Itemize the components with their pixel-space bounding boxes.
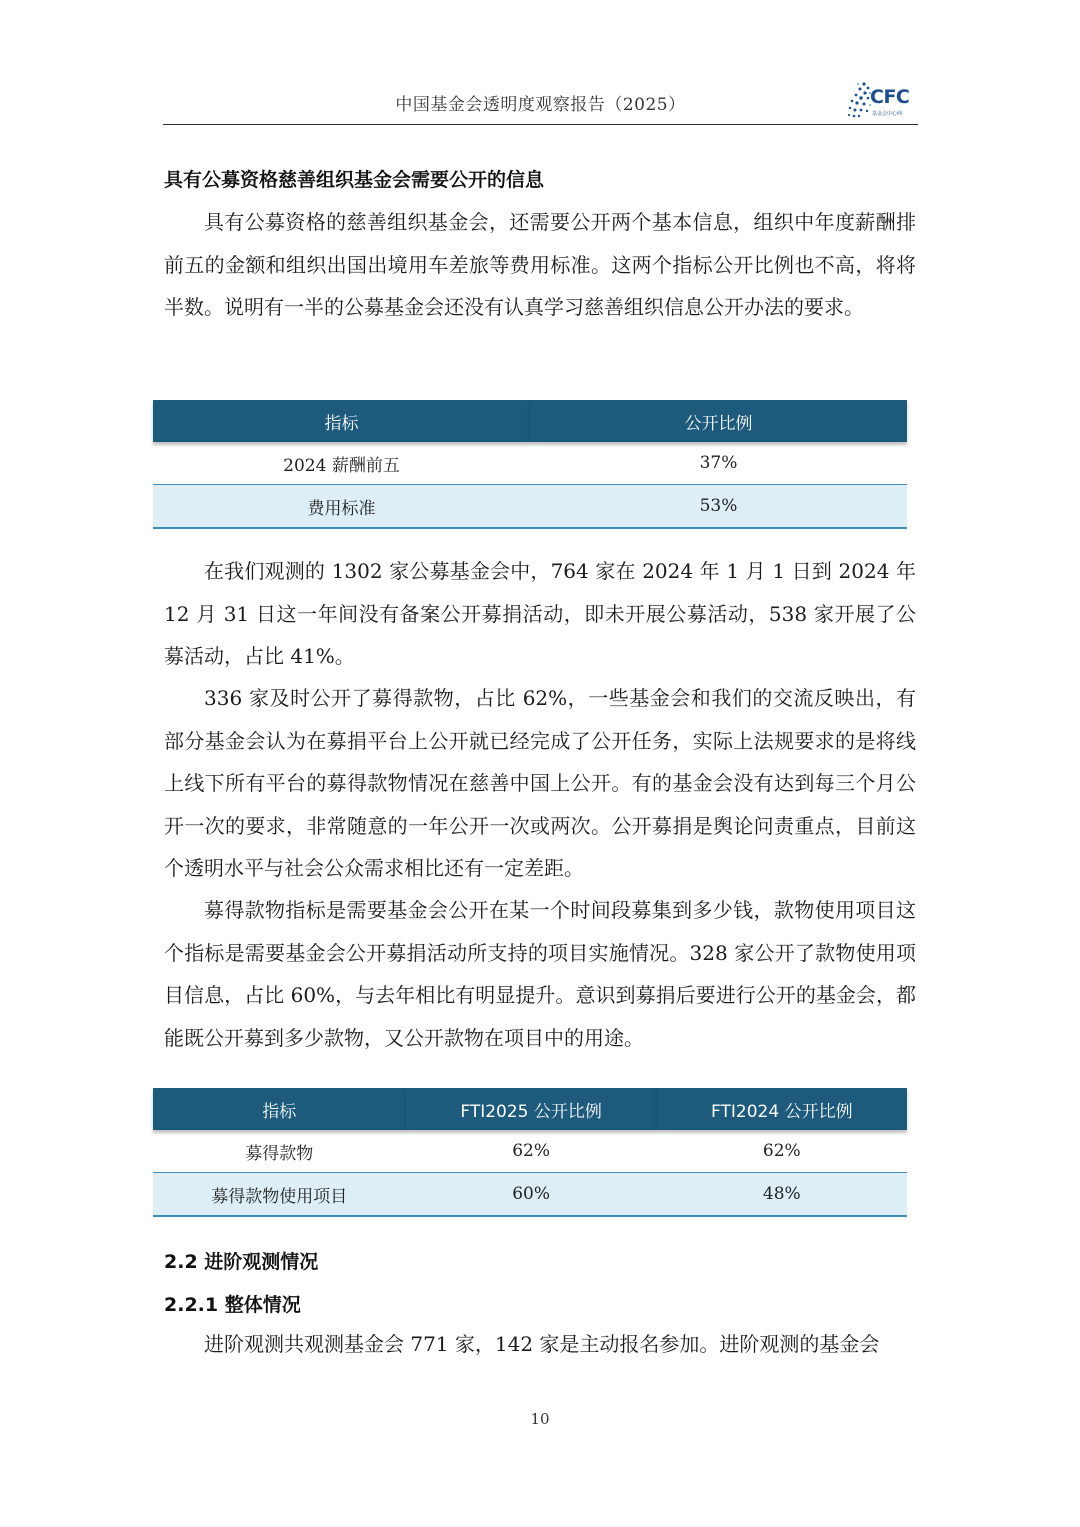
table-header-row (153, 1088, 907, 1130)
page-header (163, 76, 918, 125)
logo-subtitle: 基金会中心网 (872, 111, 903, 117)
table-cell: 60% (406, 1173, 657, 1217)
paragraph-project-usage: 募得款物指标是需要基金会公开在某一个时间段募集到多少钱，款物使用项目这个指标是需要基金会公开募捐活动所支持的项目实施情况。328 家公开了款物使用项目信息，占比 60%，与去年相比有明显提升。意识到募捐后要进行公开的基金会，都能既公开募到多少款物，又公开款物在项目中的用途。 (164, 898, 916, 1050)
table-cell: 费用标准 (153, 485, 530, 529)
subsection-heading: 2.2 进阶观测情况 (164, 1251, 319, 1273)
column-header: 公开比例 (530, 400, 907, 442)
table-row (153, 1130, 907, 1173)
logo-text: CFC (870, 86, 910, 108)
table-cell: 募得款物使用项目 (153, 1173, 406, 1217)
table-cell: 62% (512, 1141, 551, 1161)
logo-dots-icon (846, 80, 872, 120)
column-header: FTI2024 公开比例 (657, 1088, 907, 1130)
paragraph-advanced-observation: 进阶观测共观测基金会 771 家，142 家是主动报名参加。进阶观测的基金会 (204, 1332, 880, 1356)
table-row (153, 485, 907, 529)
table-cell: 62% (762, 1141, 801, 1161)
paragraph-intro: 具有公募资格的慈善组织基金会，还需要公开两个基本信息，组织中年度薪酬排前五的金额和组织出国出境用车差旅等费用标准。这两个指标公开比例也不高，将将半数。说明有一半的公募基金会还没有认真学习慈善组织信息公开办法的要求。 (164, 210, 916, 319)
table-header-row (153, 400, 907, 442)
table-cell: 48% (657, 1173, 907, 1217)
table-cell: 53% (530, 485, 907, 529)
table-row (153, 1173, 907, 1217)
column-header: FTI2025 公开比例 (406, 1088, 657, 1130)
table-fti-comparison (153, 1088, 907, 1217)
table-cell: 2024 薪酬前五 (283, 455, 400, 476)
table-cell: 募得款物 (245, 1143, 314, 1164)
table-cell: 37% (699, 453, 738, 473)
cfc-logo (846, 78, 918, 122)
paragraph-fundraising-stats: 在我们观测的 1302 家公募基金会中，764 家在 2024 年 1 月 1 日到 2024 年 12 月 31 日这一年间没有备案公开募捐活动，即未开展公募活动，538 家开展了公募活动，占比 41%。 (164, 559, 916, 668)
header-title: 中国基金会透明度观察报告（2025） (395, 95, 686, 115)
table-salary-expense (153, 400, 907, 529)
section-heading: 具有公募资格慈善组织基金会需要公开的信息 (164, 169, 545, 191)
column-header: 指标 (153, 400, 530, 442)
paragraph-disclosure: 336 家及时公开了募得款物，占比 62%，一些基金会和我们的交流反映出，有部分基金会认为在募捐平台上公开就已经完成了公开任务，实际上法规要求的是将线上线下所有平台的募得款物情况在慈善中国上公开。有的基金会没有达到每三个月公开一次的要求，非常随意的一年公开一次或两次。公开募捐是舆论问责重点，目前这个透明水平与社会公众需求相比还有一定差距。 (164, 686, 916, 880)
table-row (153, 442, 907, 485)
subsubsection-heading: 2.2.1 整体情况 (164, 1294, 301, 1316)
column-header: 指标 (153, 1088, 406, 1130)
page-number: 10 (530, 1410, 550, 1428)
